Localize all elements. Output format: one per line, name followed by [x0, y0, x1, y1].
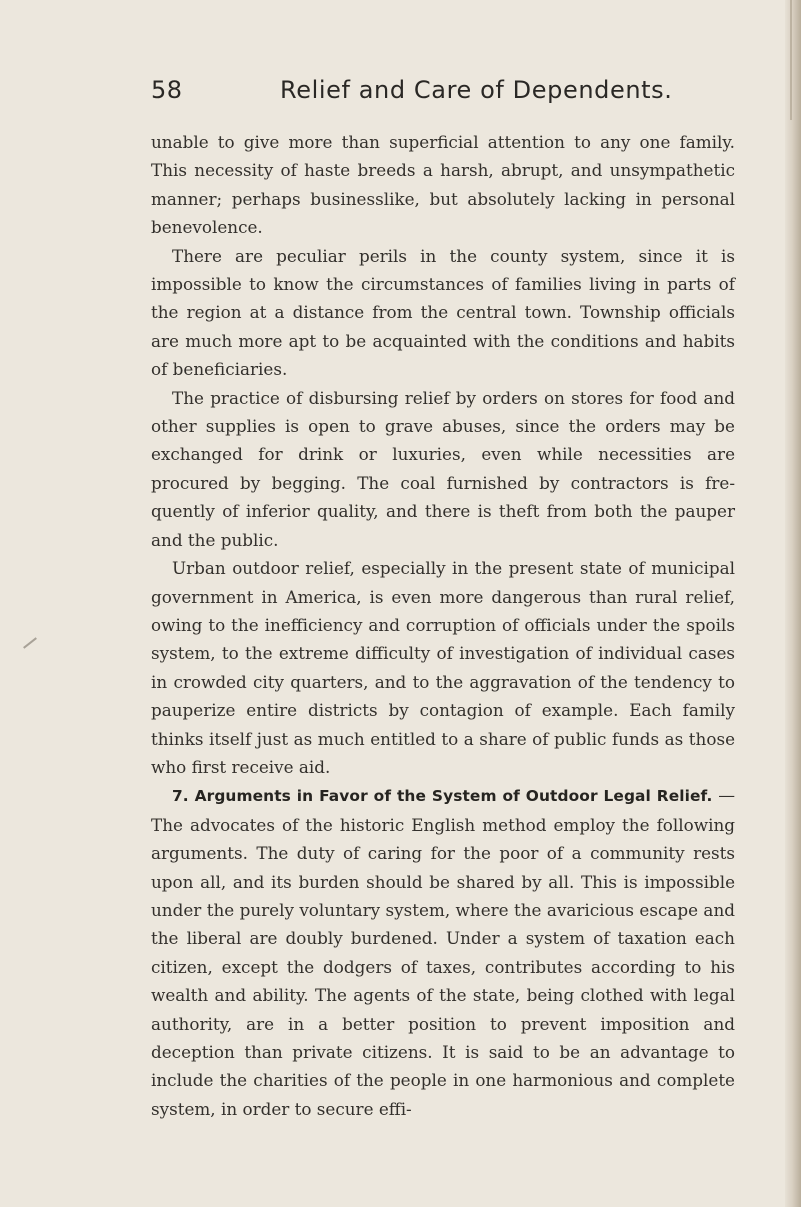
page-header [151, 76, 731, 112]
paragraph-urban-relief: Urban outdoor relief, especially in the present state of municipal government in America, is even more dangerous than rural relief, owing to the inefficiency and corruption of officials under the spoils system, to the extreme difficulty of investigation of individual cases in crowded city quarters, and to the aggravation of the tendency to pauperize entire districts by contagion of example. Each family thinks itself just as much entitled to a share of public funds as those who first receive aid. [151, 558, 735, 777]
paragraph-county-system: There are peculiar perils in the county system, since it is impossible to know the circumstances of families living in parts of the region at a distance from the central town. Township officials are much more apt to be acquainted with the conditions and habits of beneficiaries. [151, 245, 735, 380]
page-edge-shadow [785, 0, 801, 1207]
paragraph-continued: unable to give more than superficial attention to any one family. This necessity of haste breeds a harsh, abrupt, and unsympathetic manner; perhaps businesslike, but absolutely lacking in personal benevolence. [151, 132, 735, 238]
running-title: Relief and Care of Dependents. [280, 76, 673, 104]
paragraph-arguments [151, 781, 735, 1123]
page-number: 58 [151, 76, 183, 104]
body-text [151, 128, 735, 1123]
paragraph-store-orders: The practice of disbursing relief by orders on stores for food and other supplies is open to grave abuses, since the orders may be exchanged for drink or luxuries, even while necessities are procured by begging. The coal furnished by contractors is frequently of inferior quality, and there is theft from both the pauper and the public. [151, 387, 735, 550]
section-heading: 7. Arguments in Favor of the System of Outdoor Legal Relief. [172, 787, 713, 806]
page-fold-mark [790, 0, 792, 120]
pencil-mark [23, 637, 37, 648]
section-text: — The advocates of the historic English method employ the following arguments. The duty of caring for the poor of a community rests upon all, and its burden should be shared by all. This is impossible under the purely voluntary system, where the avaricious escape and the liberal are doubly burdened. Under a system of taxation each citizen, except the dodgers of taxes, contributes according to his wealth and ability. The agents of the state, being clothed with legal authority, are in a better position to prevent imposition and deception than private citizens. It is said to be an advantage to include the charities of the people in one harmonious and complete system, in order to secure effi- [151, 785, 735, 1119]
